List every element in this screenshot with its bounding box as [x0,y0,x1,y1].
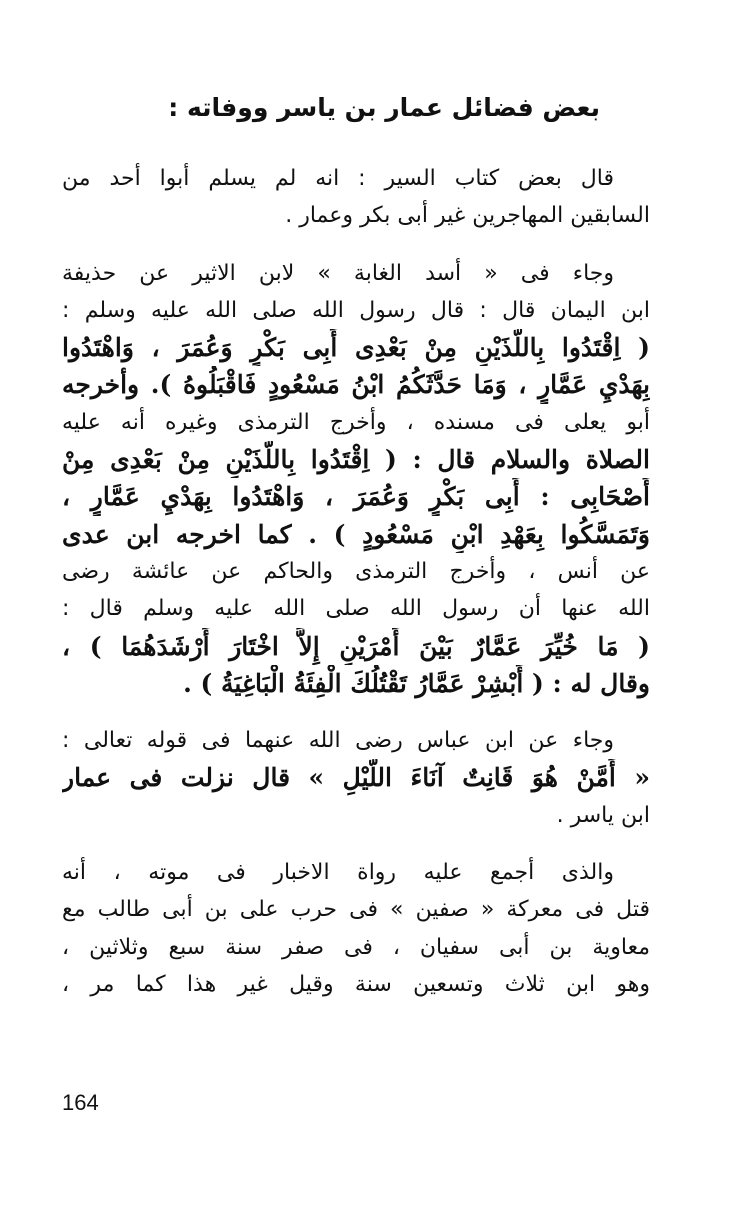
text-line: الله عنها أن رسول الله صلى الله عليه وسلم قال : [62,596,650,622]
text-line: قال بعض كتاب السير : انه لم يسلم أبوا أحد من [62,166,614,191]
quoted-text-line: وقال له : ( أَبْشِرْ عَمَّارُ تَقْتُلُكَ الْفِئَةُ الْبَاغِيَةُ ) . [183,668,650,698]
section-heading: بعض فضائل عمار بن ياسر ووفاته : [168,93,600,122]
quoted-text-line: ( مَا خُيِّرَ عَمَّارٌ بَيْنَ أَمْرَيْنِ إِلاَّ اخْتَارَ أَرْشَدَهُمَا ) ، [62,631,650,661]
quoted-text-line: ( اِقْتَدُوا بِاللَّذَيْنِ مِنْ بَعْدِى أَبِى بَكْرٍ وَعُمَرَ ، وَاهْتَدُوا [62,333,650,363]
text-line: عن أنس ، وأخرج الترمذى والحاكم عن عائشة رضى [62,558,650,584]
book-page [62,90,650,1150]
text-line: وجاء عن ابن عباس رضى الله عنهما فى قوله تعالى : [62,728,614,754]
quoted-text-line: الصلاة والسلام قال : ( اِقْتَدُوا بِاللَّذَيْنِ مِنْ بَعْدِى مِنْ [62,445,650,475]
paragraph [62,160,650,235]
paragraph [62,854,650,1003]
text-line: وهو ابن ثلاث وتسعين سنة وقيل غير هذا كما مر ، [62,971,650,997]
text-line: ابن اليمان قال : قال رسول الله صلى الله عليه وسلم : [62,297,650,323]
text-line: وجاء فى « أسد الغابة » لابن الاثير عن حذيفة [62,260,614,286]
text-line: معاوية بن أبى سفيان ، فى صفر سنة سبع وثلاثين ، [62,934,650,960]
quoted-text-line: أَصْحَابِى : أَبِى بَكْرٍ وَعُمَرَ ، وَاهْتَدُوا بِهَدْيِ عَمَّارٍ ، [62,482,650,512]
paragraph [62,722,650,834]
quoted-text-line: « أَمَّنْ هُوَ قَانِتٌ آنَاءَ اللَّيْلِ » قال نزلت فى عمار [62,763,650,793]
text-line: السابقين المهاجرين غير أبى بكر وعمار . [285,203,650,229]
text-line: أبو يعلى فى مسنده ، وأخرج الترمذى وغيره أنه عليه [62,409,650,435]
text-line: ابن ياسر . [556,802,650,828]
paragraph [62,255,650,703]
quoted-text-line: وَتَمَسَّكُوا بِعَهْدِ ابْنِ مَسْعُودٍ ) . كما اخرجه ابن عدى [62,519,650,549]
text-line: والذى أجمع عليه رواة الاخبار فى موته ، أنه [62,860,614,886]
quoted-text-line: بِهَدْيِ عَمَّارٍ ، وَمَا حَدَّثَكُمُ ابْنُ مَسْعُودٍ فَاقْبَلُوهُ ). وأخرجه [62,370,650,400]
page-number: 164 [62,1090,99,1115]
text-line: قتل فى معركة « صفين » فى حرب على بن أبى طالب مع [62,897,650,923]
body-text [62,160,650,1003]
